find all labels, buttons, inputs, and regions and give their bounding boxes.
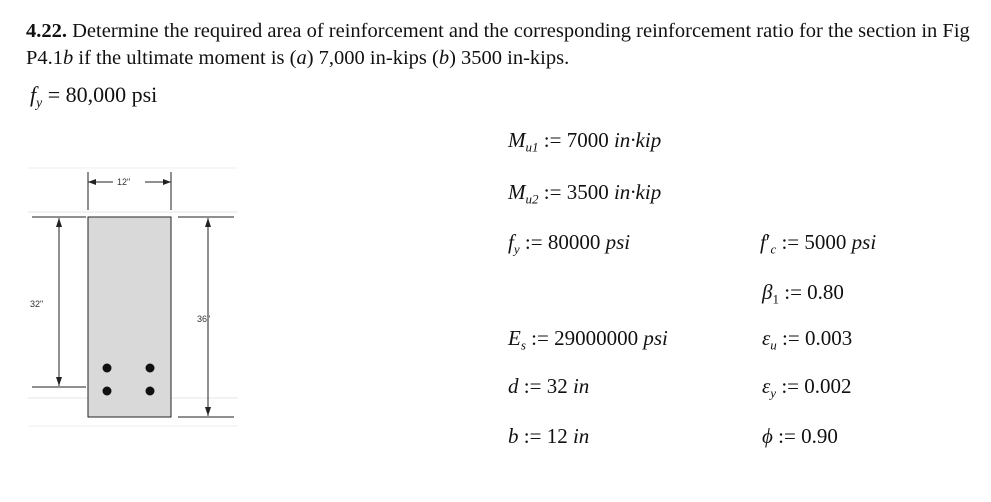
eq-phi: ϕ := 0.90 (762, 424, 838, 448)
rebar-dot (146, 387, 155, 396)
beam-section (88, 217, 171, 417)
problem-text-e: ) 7,000 in-kips ( (306, 47, 439, 69)
eq-mu1: $M_{u1}$ := 7000 in·kip (508, 128, 662, 155)
eq-mu2: $M_{u2}$ := 3500 in·kip (508, 180, 662, 207)
problem-number: 4.22. (26, 20, 67, 42)
h-label: 36" (197, 314, 211, 324)
problem-text-f: b (438, 47, 450, 69)
eq-eps-u: $\varepsilon_u$ := 0.003 (762, 326, 853, 353)
width-label: 12" (117, 177, 131, 187)
eq-es: $E_s$ := 29000000 psi (508, 326, 668, 353)
beam-section-figure (28, 160, 238, 435)
eq-d: d := 32 in (508, 374, 590, 398)
fy-given-value: = 80,000 psi (42, 82, 158, 107)
fy-given (30, 82, 157, 108)
problem-text-b: b (63, 47, 74, 69)
fy-given-sub: y (36, 94, 43, 110)
problem-text-d: a (296, 47, 307, 69)
eq-beta1: $\beta_1$ := 0.80 (762, 280, 844, 307)
problem-text-a: Determine the required area of reinforcement and the corresponding reinforcement ratio for the section in Fig P4.1 (26, 20, 970, 69)
problem-text-g: ) 3500 in-kips. (449, 47, 570, 69)
rebar-dot (103, 387, 112, 396)
eq-eps-y: $\varepsilon_y$ := 0.002 (762, 374, 852, 401)
rebar-dot (103, 364, 112, 373)
eq-fy: $f_y$ := 80000 psi (508, 230, 631, 257)
eq-b: b := 12 in (508, 424, 590, 448)
eq-fc: $f'_c$ := 5000 psi (760, 230, 877, 257)
rebar-dot (146, 364, 155, 373)
d-label: 32" (30, 299, 44, 309)
problem-statement (26, 18, 976, 72)
fy-given-symbol: f (30, 82, 37, 107)
problem-text-c: if the ultimate moment is ( (73, 47, 297, 69)
